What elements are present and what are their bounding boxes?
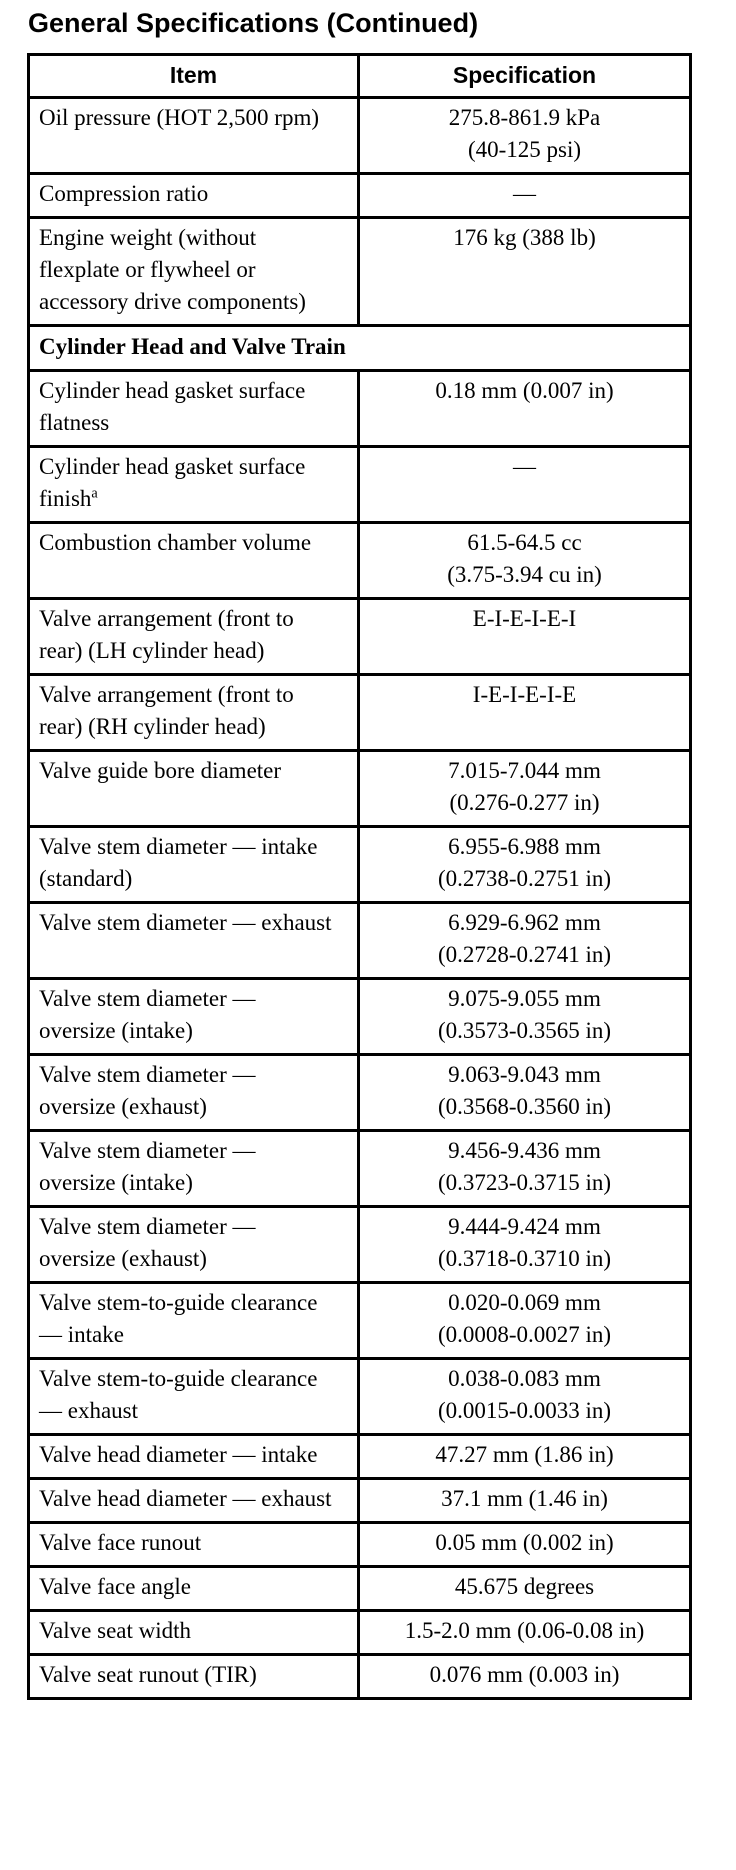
spec-table	[27, 53, 692, 1700]
spec-line: 9.444-9.424 mm	[448, 1214, 601, 1239]
item-cell: Valve stem diameter — oversize (intake)	[29, 1131, 359, 1207]
spec-line: 9.075-9.055 mm	[448, 986, 601, 1011]
spec-line: (0.276-0.277 in)	[449, 790, 600, 815]
item-cell: Valve stem diameter — exhaust	[29, 903, 359, 979]
item-cell: Valve stem diameter — intake (standard)	[29, 827, 359, 903]
spec-line: 37.1 mm (1.46 in)	[441, 1486, 608, 1511]
spec-cell	[359, 979, 691, 1055]
column-header-item: Item	[29, 55, 359, 98]
table-row	[29, 1055, 691, 1131]
item-cell: Valve face angle	[29, 1567, 359, 1611]
table-row	[29, 1655, 691, 1699]
spec-cell	[359, 903, 691, 979]
spec-cell	[359, 1283, 691, 1359]
spec-cell	[359, 1655, 691, 1699]
spec-line: 0.020-0.069 mm	[448, 1290, 601, 1315]
item-cell: Valve face runout	[29, 1523, 359, 1567]
spec-cell	[359, 98, 691, 174]
page-title: General Specifications (Continued)	[28, 8, 479, 38]
spec-line: (40-125 psi)	[467, 137, 582, 162]
spec-cell	[359, 1611, 691, 1655]
spec-line: I-E-I-E-I-E	[472, 682, 577, 707]
spec-line: (0.2728-0.2741 in)	[437, 942, 612, 967]
spec-line: 45.675 degrees	[454, 1574, 595, 1599]
spec-line: (0.3718-0.3710 in)	[437, 1246, 612, 1271]
table-row	[29, 447, 691, 523]
spec-table-body	[29, 98, 691, 1699]
table-row	[29, 1131, 691, 1207]
spec-line: (3.75-3.94 cu in)	[447, 562, 602, 587]
table-row	[29, 174, 691, 218]
table-row	[29, 1283, 691, 1359]
item-cell: Oil pressure (HOT 2,500 rpm)	[29, 98, 359, 174]
item-cell: Valve head diameter — intake	[29, 1435, 359, 1479]
spec-cell	[359, 1567, 691, 1611]
table-row	[29, 371, 691, 447]
footnote-marker: a	[91, 485, 98, 502]
spec-line: (0.0008-0.0027 in)	[437, 1322, 612, 1347]
item-cell: Valve arrangement (front to rear) (LH cylinder head)	[29, 599, 359, 675]
item-cell: Valve stem diameter — oversize (exhaust)	[29, 1055, 359, 1131]
item-cell: Cylinder head gasket surface flatness	[29, 371, 359, 447]
spec-line: —	[513, 454, 536, 479]
spec-cell	[359, 751, 691, 827]
spec-line: 0.076 mm (0.003 in)	[429, 1662, 620, 1687]
item-cell: Engine weight (without flexplate or flywheel or accessory drive components)	[29, 218, 359, 326]
item-cell: Valve seat runout (TIR)	[29, 1655, 359, 1699]
table-row	[29, 903, 691, 979]
spec-line: 0.05 mm (0.002 in)	[435, 1530, 614, 1555]
table-row	[29, 675, 691, 751]
spec-cell	[359, 523, 691, 599]
spec-cell	[359, 1523, 691, 1567]
item-cell: Valve seat width	[29, 1611, 359, 1655]
table-row	[29, 1523, 691, 1567]
spec-line: 9.063-9.043 mm	[448, 1062, 601, 1087]
column-header-specification: Specification	[359, 55, 691, 98]
header-row	[29, 55, 691, 98]
table-row	[29, 1359, 691, 1435]
spec-line: 6.955-6.988 mm	[448, 834, 601, 859]
item-cell: Combustion chamber volume	[29, 523, 359, 599]
table-row	[29, 979, 691, 1055]
spec-cell	[359, 447, 691, 523]
table-row	[29, 1479, 691, 1523]
spec-line: —	[513, 181, 536, 206]
table-row	[29, 1435, 691, 1479]
spec-cell	[359, 1131, 691, 1207]
spec-table-head	[29, 55, 691, 98]
spec-line: (0.0015-0.0033 in)	[437, 1398, 612, 1423]
item-cell: Valve arrangement (front to rear) (RH cylinder head)	[29, 675, 359, 751]
spec-line: 0.038-0.083 mm	[448, 1366, 601, 1391]
item-cell: Valve stem-to-guide clearance — exhaust	[29, 1359, 359, 1435]
table-row	[29, 1567, 691, 1611]
spec-cell	[359, 675, 691, 751]
table-row	[29, 523, 691, 599]
spec-line: (0.3723-0.3715 in)	[437, 1170, 612, 1195]
spec-line: 47.27 mm (1.86 in)	[435, 1442, 614, 1467]
table-row	[29, 1611, 691, 1655]
spec-cell	[359, 218, 691, 326]
spec-line: 0.18 mm (0.007 in)	[435, 378, 614, 403]
table-row	[29, 827, 691, 903]
spec-cell	[359, 827, 691, 903]
spec-line: E-I-E-I-E-I	[472, 606, 577, 631]
spec-line: (0.3573-0.3565 in)	[437, 1018, 612, 1043]
spec-cell	[359, 371, 691, 447]
spec-cell	[359, 1359, 691, 1435]
spec-cell	[359, 1055, 691, 1131]
item-cell: Valve stem-to-guide clearance — intake	[29, 1283, 359, 1359]
spec-cell	[359, 1435, 691, 1479]
spec-line: 275.8-861.9 kPa	[448, 105, 601, 130]
spec-line: 6.929-6.962 mm	[448, 910, 601, 935]
spec-cell	[359, 599, 691, 675]
item-cell: Valve stem diameter — oversize (exhaust)	[29, 1207, 359, 1283]
spec-line: 9.456-9.436 mm	[448, 1138, 601, 1163]
table-row	[29, 218, 691, 326]
spec-line: 1.5-2.0 mm (0.06-0.08 in)	[404, 1618, 645, 1643]
item-cell: Valve stem diameter — oversize (intake)	[29, 979, 359, 1055]
spec-cell	[359, 1479, 691, 1523]
spec-line: (0.3568-0.3560 in)	[437, 1094, 612, 1119]
item-cell: Valve guide bore diameter	[29, 751, 359, 827]
item-cell: Valve head diameter — exhaust	[29, 1479, 359, 1523]
table-row	[29, 599, 691, 675]
section-header-cell: Cylinder Head and Valve Train	[29, 326, 691, 371]
item-cell: Cylinder head gasket surface finish$^a$	[29, 447, 359, 523]
table-row	[29, 751, 691, 827]
table-row	[29, 98, 691, 174]
spec-cell	[359, 174, 691, 218]
spec-line: 61.5-64.5 cc	[467, 530, 582, 555]
item-cell: Compression ratio	[29, 174, 359, 218]
section-row	[29, 326, 691, 371]
spec-line: 176 kg (388 lb)	[453, 225, 596, 250]
table-row	[29, 1207, 691, 1283]
spec-cell	[359, 1207, 691, 1283]
spec-line: 7.015-7.044 mm	[448, 758, 601, 783]
spec-line: (0.2738-0.2751 in)	[437, 866, 612, 891]
